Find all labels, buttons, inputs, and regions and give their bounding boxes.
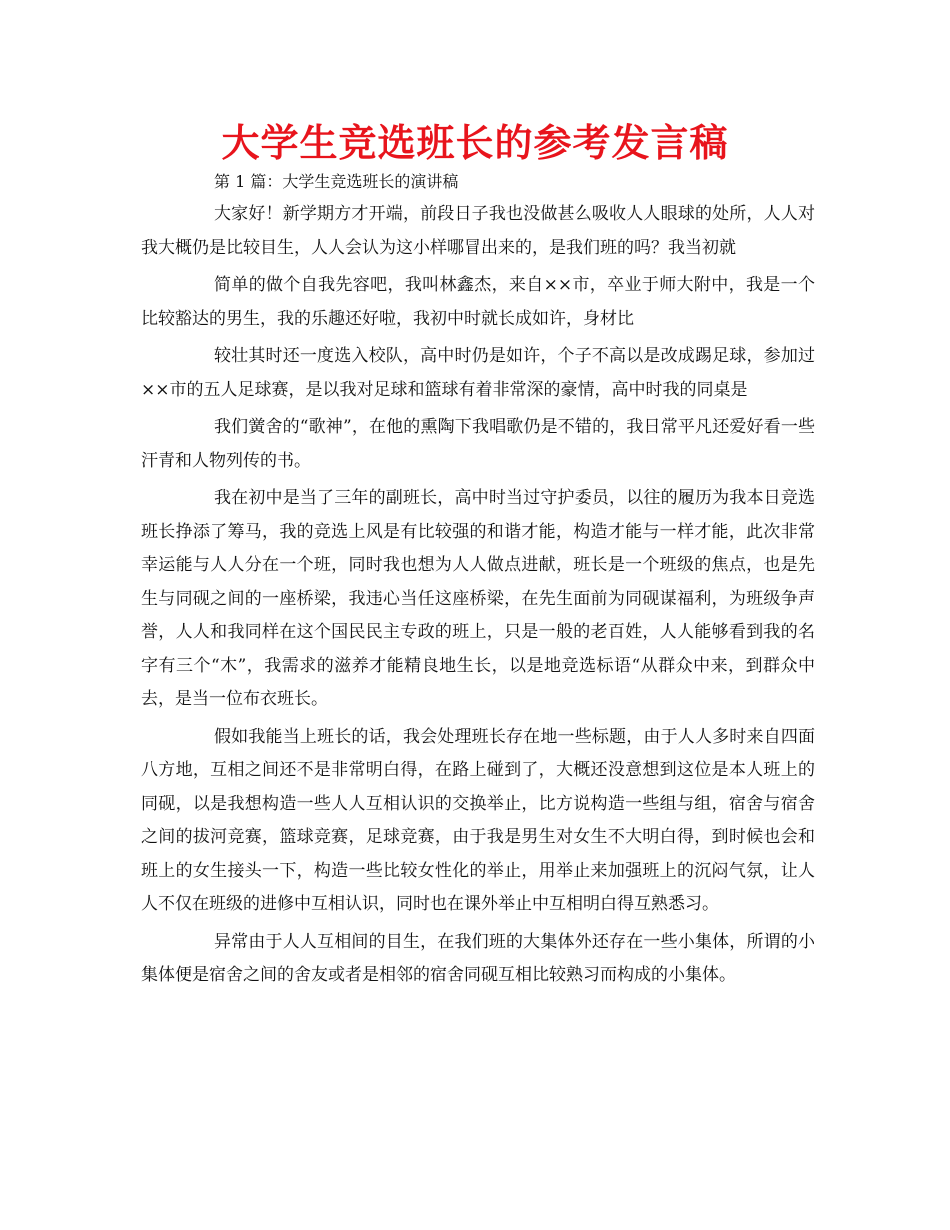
document-subtitle: 第 1 篇：大学生竞选班长的演讲稿 [214, 172, 459, 191]
paragraph: 异常由于人人互相间的目生，在我们班的大集体外还存在一些小集体，所谓的小集体便是宿舍之间的舍友或者是相邻的宿舍同砚互相比较熟习而构成的小集体。 [141, 931, 815, 985]
paragraph: 假如我能当上班长的话，我会处理班长存在地一些标题，由于人人多时来自四面八方地，互相之间还不是非常明白得，在路上碰到了，大概还没意想到这位是本人班上的同砚，以是我想构造一些人人互相认识的交换举止，比方说构造一些组与组，宿舍与宿舍之间的拔河竞赛，篮球竞赛，足球竞赛，由于我是男生对女生不大明白得，到时候也会和班上的女生接头一下，构造一些比较女性化的举止，用举止来加强班上的沉闷气氛，让人人不仅在班级的进修中互相认识，同时也在课外举止中互相明白得互熟悉习。 [141, 726, 815, 914]
paragraph: 我在初中是当了三年的副班长，高中时当过守护委员，以往的履历为我本日竞选班长挣添了筹马，我的竞选上风是有比较强的和谐才能，构造才能与一样才能，此次非常幸运能与人人分在一个班，同时我也想为人人做点进献，班长是一个班级的焦点，也是先生与同砚之间的一座桥梁，我违心当任这座桥梁，在先生面前为同砚谋福利，为班级争声誉，人人和我同样在这个国民民主专政的班上，只是一般的老百姓，人人能够看到我的名字有三个“木”，我需求的滋养才能精良地生长，以是地竞选标语“从群众中来，到群众中去，是当一位布衣班长。 [141, 488, 815, 709]
document-title: 大学生竞选班长的参考发言稿 [221, 121, 729, 165]
paragraph: 较壮其时还一度选入校队，高中时仍是如许，个子不高以是改成踢足球，参加过××市的五人足球赛，是以我对足球和篮球有着非常深的豪情，高中时我的同桌是 [141, 346, 815, 400]
paragraph: 大家好！新学期方才开端，前段日子我也没做甚么吸收人人眼球的处所，人人对我大概仍是比较目生，人人会认为这小样哪冒出来的，是我们班的吗？我当初就 [141, 204, 815, 258]
paragraph: 我们黉舍的“歌神”，在他的熏陶下我唱歌仍是不错的，我日常平凡还爱好看一些汗青和人物列传的书。 [141, 417, 815, 471]
paragraph: 简单的做个自我先容吧，我叫林鑫杰，来自××市，卒业于师大附中，我是一个比较豁达的男生，我的乐趣还好啦，我初中时就长成如许，身材比 [141, 275, 815, 329]
document-body [141, 198, 815, 997]
